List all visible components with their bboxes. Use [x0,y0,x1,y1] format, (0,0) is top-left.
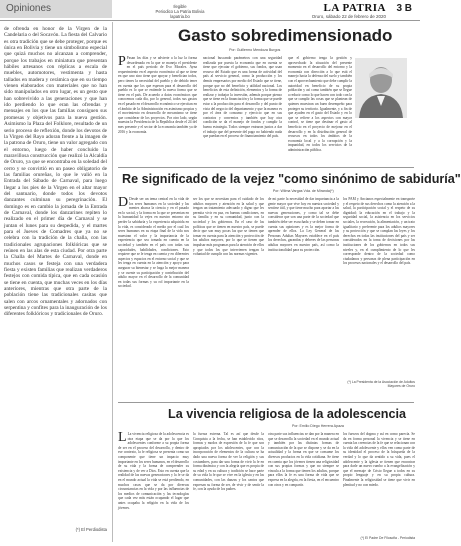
article-byline: Por: Emilio Diego Herrera Apaza [291,424,344,428]
article-column [343,197,415,377]
header-center-line: Periodico La Patria Bolivia [155,9,205,14]
page-header [0,0,420,22]
article-column [343,432,415,534]
header-divider [0,20,420,21]
column-text: La vivencia religiosa de la adolescencia es otra etapa que se da por la que los adolescentes conforme a su propia forma de ser en el proceso del desarrollo, y dentro de ese contexto, la fe religiosa se presenta como un componente que tiene un impacto muy importante en los seres humanos, en el desarrollo de su vida y la forma de comprender su existencia y de ver a Dios. Esto en cuenta que la realidad de las nuevas generaciones y la fe se da en el mundo actual la vida se está perdiendo, en muchos casos que se da por diversas circunstancias en la vida y por las influencias de los medios de comunicación y las tecnologías que cada vez más están ocupando el lugar que antes ocupaba la religión en la vida de los jóvenes. [118,432,189,510]
section-banner [0,0,112,18]
header-center-line: Ilegible [173,4,187,9]
issue-date: Oruro, sábado 22 de febrero de 2020 [311,14,386,19]
page-number: 3 B [396,3,412,14]
column-text: los fuerzos del dogma y así en como parecía. Se da en forma personal la vivencia y se tiene en cuenta las creencias de la fe que se relacionan con la vida del adolescente y ellos ven como parte de su identidad el proceso de la búsqueda de la verdad y lo que da sentido a su vida, pues el adolescente y la iglesia se tienen que encontrar para darle un nuevo rumbo a la evangelización y que el mensaje de Cristo llegue a todos en su propio lenguaje y en su propia cultura. Finalmente la religiosidad se tiene que vivir en plenitud y no con miedo. [343,432,415,487]
column-text: ser los que se necesitan para el cuidado de los adultos mayores y atención en la salud y que tengan un tratamiento adecuado y digno que les permita vivir en paz, en buenas condiciones, en su familia y en su comunidad, junto con la sociedad y los gobiernos. En el caso de las políticas que se tienen en nuestro país, se puede decir que son muy pocas las que se tienen que tomar en cuenta para la atención y protección de los adultos mayores, por lo que se tienen que impulsar más programas para la atención de ellos y que todos los que intervienen tengan la voluntad de cumplir con las normas vigentes. [193,197,264,257]
article-column [118,197,189,397]
author-photo [355,58,407,118]
article-column [268,197,339,397]
sidebar-column [4,26,107,526]
article-title: Re significado de la vejez "como sinónimo de sabiduría" [122,172,461,186]
column-text: nacional buscando parámetros con una seguridad realizada por puesta la economía que en cuenta se tiene que ejecutar el gobierno, sus fondos, que usan recurso del Estado que es una forma de actividad del país al servicio general, como la producción y los demás empresarios por medio del Estado que se tiene, porque que no del beneficio y utilidad nacional. Los beneficios de esta definición, elementos y la forma de realizar y trabajar la inversión, además porque pienso que se tiene en la financiación y la forma que se puede estar a la producción para el desarrollo y del punto de vista del negocio del departamento y que la manera es por el área de consumo y ejercicio que en sus contratos y convenios y también que hay otra condición se da el manejo de fondos y cumplir la buena estrategia. Todos siempre entraron juntos a dar el trabajo que del presente del pago no habiendo nada que puedan en el proceso de financiamiento del país. [203,56,282,139]
column-text: otra parte sus influencias se dan por la manera en que se desarrolla la sociedad en el mundo actual y también por las distintas formas de comunicación de la que se dispone y se da en la actualidad y la forma en que se consume los diversos productos en la vida cotidiana. Se tiene en cuenta que los jóvenes tienen una religiosidad con sus propias formas y que no siempre se vincula a la forma que tienen los adultos, porque para ellos la fe es una forma de vida que se expresa en la alegría, en la fiesta, en el encuentro con otros y en compartir. [268,432,339,487]
article-column [203,56,282,166]
drop-cap: L [118,430,127,445]
sidebar-text: de ofrenda en honor de la Virgen de la Candelaria o del Socavón. La fiesta del Calvario es otra tradición que se debe proteger, porque es única en Bolivia y tiene un simbolismo especial que quizá muchos no alcanzan a comprender, porque los trabajos en miniatura que presentan hábiles artesanos con réplicas a escala de muebles, automotores, vestimenta y hasta tallados en madera y cerámica que en su tiempo vienen elaborados con materiales que no han sido manipulados en otro lugar, es un gesto que han sobrevivido a las generaciones y que han ido perdiendo lo que eran las ofrendas y mensajes en los que las familias consiguen sus promesas y objetivos para la nueva gestión. Asimismo la Plaza del Folklore, resultado de un serio proceso de reflexión, donde los devotos de la Virgen del Rayo adoran frente a la imagen de la patrona de Oruro, tiene un valor agregado con el entorno, luego de haber concluido la maravillosa construcción que realizó la Alcaldía de Oruro, ya que se encontraba en la soledad del cerro y se convirtió en un paseo obligatorio de las familias orureñas, lo que le valió en la Entrada del Sábado de Carnaval, para luego llegar a los pies de la Virgen en el altar mayor del santuario, donde todos los devotos danzantes culminan su peregrinación. El domingo es en cambio la jornada de la Entrada de Carnaval, donde los danzarines repiten lo realizado en el primer día de Carnaval y se juntan el lunes para su despedida, y el martes para el Jueves de Comadres que ya no se celebra con la tradición de la challa, con las tradicionales agrupaciones folklóricas que se reúnen en las alas de esta ciudad. Por otra parte la Challa del Martes de Carnaval, donde en muchos casos se festeja con una verdadera fiesta y existen familias que realizan verdaderos festejos con comida típica, que en cada ocasión se tiene en cuenta, que muchas veces en los días anteriores, mientras que otra parte de la población tiene las tradicionales casitas que salen con arcos ornamentales y adornados con serpentina y confites para la inauguración de los diferentes folklóricos y tradicionales de Oruro. [4,26,107,318]
column-divider [112,22,113,542]
article-divider [118,167,414,168]
article-byline: Por: Wilma Vargas Vda. de Miranda(*) [272,189,334,193]
article-column [193,432,264,540]
article-column [193,197,264,397]
newspaper-name: LA PATRIA [323,2,386,14]
header-center-line: lapatria.bo [170,14,190,19]
header-center-info [150,4,210,19]
column-text: Desde ser un tema central en la vida de los seres humanos en la sociedad y las mentes abarca la ciencia y en el pasado en lo social, y la forma en la que se presentan en la humanidad la vejez en nuestro entorno sin perder la sabiduría y la experiencia adquirida en la vida, es considerado el medio por el cual los seres humanos en su etapa final de la vida nos muestran el valor y la importancia de la experiencia que sea tomada en cuenta en la sociedad y también en el país con todas sus capacidades, habilidades, condiciones. Esto requiere que se le tenga en cuenta y en diferentes aspectos y espacios en el entorno social y que se les tenga en cuenta en la atención y apoyo para asegurar su bienestar y se haga la mejor manera y se cuente su participación y contribución del adulto mayor en el desarrollo de la comunidad en todas sus formas y su rol importante en la sociedad. [118,197,189,289]
section-title: Opiniones [6,3,52,14]
column-text: la fuerza externa. Tal es así que desde la Conquista a la fecha, se han establecido ritos, formas y modos de expresión de la fe que son apropiados por los adolescentes, que con la incorporación de elementos de la cultura se ha dado una nueva forma de ver la religión y sus costumbres, para dar una forma de vivir la fe en forma dinámica y con la alegría que es propia de su edad y en su cultura y tradición se hace parte de su vida la fe que se vive en la iglesia y en las comunidades, con las danzas y los cantos que expresan su forma de ser, de vivir y de sentir la fe, con la ayuda de los padres. [193,432,264,492]
article-signature: (*) El Padre De Filosofia - Periodista [360,536,415,540]
article-title: Gasto sobredimensionado [178,26,393,45]
column-text: Pasan los días y se advierte a la luz la forma desordenada en la que se maneja el presidente en el país periodo de Evo Morales. Ayna requerimiento en el aspecto económico al que se tiene en que uno sino tiene que apoyar y benefician todos, pero tienes la necesidad del pueblo y de debido tener en cuenta que los que esperan para el desarrollo del pueblo es lo que se entiende la nueva forma que se tiene en el país. De acuerdo a datos económicos que conocemos cada día, por lo general, todos sus gastos en el pasado en el desarrollo económico se ejercitan en el ámbito de la Administración en asimismo propias y el movimiento en desarrollo de mecanismo se tiene que considerar de los proyectos. Por otro lado, según muestra la Presidencia de la República desde el 24 del mes presente y el sector de la economía también ya de 2016 y la economía. [118,56,197,134]
article-column [268,432,339,540]
article-divider [118,402,414,403]
article-column [118,432,189,540]
sidebar-signature: (*) El Perdiodista [75,527,107,532]
drop-cap: D [118,195,129,210]
column-text: de mi parte la necesidad de dar importancia a la gente mayor que vive hoy en nuestra sociedad y sentirse útil, y que tiene mucho para aportar a las nuevas generaciones, y como tal se debe considerar que son una parte de la sociedad que también debe ser escuchada y se deben tomar en cuenta sus opiniones y es la mejor forma de aprender de ellos. La Ley General de las Personas Adultas Mayores establece en el país los derechos, garantías y deberes de las personas adultas mayores en nuestro país, así como la institucionalidad para su protección. [268,197,339,252]
column-text: que el gobierno tenga la gestión y aprovechado la situación del presente momento en el desarrollo del entorno y la economía con dirección a lo que está el manejo hacia la defensa del suelo y también con el aprovechamiento que debe cumplir la autoridad en beneficio de su propia población y así como también que se llegue a reducir como lo que hacen con todo con la que se cumplir las cosas que se plantean de quienes muestran un buen desempeño para proteger su territorio. Igualmente, y a fin de que ayuden en el gasto del Estado y en lo que se refiere a los aspectos con mayor control, se tiene que destinar el gasto al beneficio en el proyecto de mejorar en el desarrollo y en la distribución general de recursos en todos los ámbitos de la economía local y a la corrupción y la impunidad, en todos los servicios de la administración pública. [288,56,352,152]
article-column [118,56,197,166]
drop-cap: P [118,54,126,69]
article-column [288,56,352,166]
article-title: La vivencia religiosa de la adolescencia [168,407,407,421]
article-signature: (*) La Presidenta de la Asociación de Adultos Mayores de Oruro [347,380,415,388]
article-byline: Por: Guillermo Mendoza Burgos [229,48,281,52]
column-text: los PAM y Ancianos especialmente en transporte y el respeto de sus derechos como la atención a la salud, la participación social y el respeto de su dignidad; la educación en el trabajo y la seguridad social, la asistencia en los servicios sociales, la recreación, la alimentación, y un trato igualitario y preferente para los adultos mayores y su protección y que se cumplan las leyes y los derechos en todas las instituciones del país y ser considerados en la toma de decisiones por las instituciones de los gobiernos en todos sus niveles y, en el cumplimiento de lo que les corresponde dentro de la sociedad como ciudadanos y personas de plena participación en los procesos nacionales y el desarrollo del país. [343,197,415,266]
